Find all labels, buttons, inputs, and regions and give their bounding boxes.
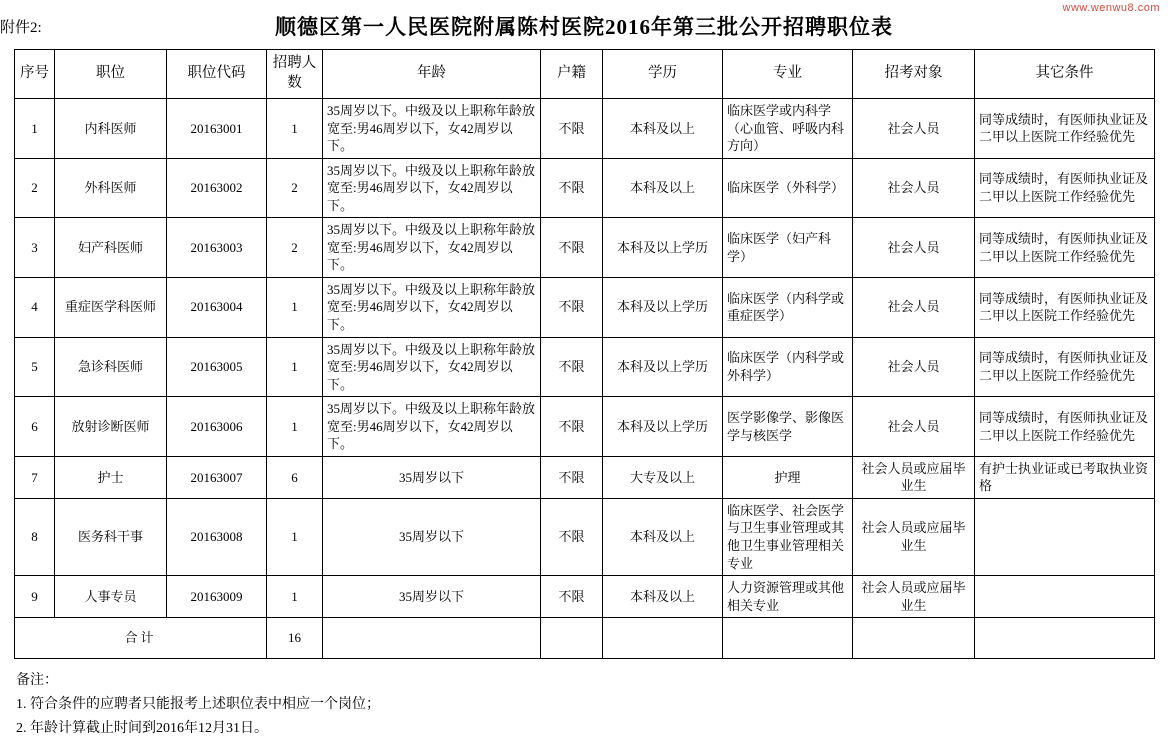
cell-education: 本科及以上 bbox=[603, 498, 723, 575]
cell-major: 医学影像学、影像医学与核医学 bbox=[723, 397, 853, 457]
cell-code: 20163008 bbox=[167, 498, 267, 575]
cell-target: 社会人员或应届毕业生 bbox=[853, 456, 975, 498]
cell-other bbox=[975, 498, 1155, 575]
notes-title: 备注： bbox=[16, 673, 58, 689]
cell-target: 社会人员 bbox=[853, 158, 975, 218]
cell-seq: 3 bbox=[15, 218, 55, 278]
cell-position: 医务科干事 bbox=[55, 498, 167, 575]
notes-item: 1. 符合条件的应聘者只能报考上述职位表中相应一个岗位； bbox=[16, 697, 380, 713]
cell-age: 35周岁以下 bbox=[323, 576, 541, 618]
cell-count: 1 bbox=[267, 277, 323, 337]
cell-position: 妇产科医师 bbox=[55, 218, 167, 278]
table-total-row bbox=[15, 618, 1155, 659]
cell-major: 临床医学（妇产科学） bbox=[723, 218, 853, 278]
cell-major: 临床医学（内科学或外科学） bbox=[723, 337, 853, 397]
header-age: 年龄 bbox=[323, 50, 541, 99]
cell-position: 放射诊断医师 bbox=[55, 397, 167, 457]
cell-seq: 6 bbox=[15, 397, 55, 457]
cell-age: 35周岁以下。中级及以上职称年龄放宽至:男46周岁以下，女42周岁以下。 bbox=[323, 337, 541, 397]
cell-major: 临床医学（外科学） bbox=[723, 158, 853, 218]
cell-code: 20163006 bbox=[167, 397, 267, 457]
cell-count: 2 bbox=[267, 158, 323, 218]
job-positions-table bbox=[14, 49, 1155, 659]
cell-age: 35周岁以下。中级及以上职称年龄放宽至:男46周岁以下，女42周岁以下。 bbox=[323, 397, 541, 457]
cell-other: 同等成绩时，有医师执业证及二甲以上医院工作经验优先 bbox=[975, 158, 1155, 218]
total-household-empty bbox=[541, 618, 603, 659]
cell-household: 不限 bbox=[541, 99, 603, 159]
cell-seq: 8 bbox=[15, 498, 55, 575]
cell-education: 本科及以上 bbox=[603, 158, 723, 218]
cell-education: 本科及以上学历 bbox=[603, 397, 723, 457]
table-row bbox=[15, 498, 1155, 575]
cell-target: 社会人员 bbox=[853, 218, 975, 278]
cell-household: 不限 bbox=[541, 158, 603, 218]
watermark-text: www.wenwu8.com bbox=[1062, 2, 1160, 14]
cell-household: 不限 bbox=[541, 218, 603, 278]
cell-age: 35周岁以下。中级及以上职称年龄放宽至:男46周岁以下，女42周岁以下。 bbox=[323, 218, 541, 278]
total-education-empty bbox=[603, 618, 723, 659]
header-code: 职位代码 bbox=[167, 50, 267, 99]
cell-code: 20163001 bbox=[167, 99, 267, 159]
cell-major: 临床医学、社会医学与卫生事业管理或其他卫生事业管理相关专业 bbox=[723, 498, 853, 575]
cell-position: 护士 bbox=[55, 456, 167, 498]
cell-household: 不限 bbox=[541, 576, 603, 618]
cell-other: 同等成绩时，有医师执业证及二甲以上医院工作经验优先 bbox=[975, 277, 1155, 337]
total-other-empty bbox=[975, 618, 1155, 659]
cell-count: 1 bbox=[267, 397, 323, 457]
cell-seq: 2 bbox=[15, 158, 55, 218]
cell-code: 20163003 bbox=[167, 218, 267, 278]
cell-count: 1 bbox=[267, 99, 323, 159]
cell-age: 35周岁以下。中级及以上职称年龄放宽至:男46周岁以下，女42周岁以下。 bbox=[323, 99, 541, 159]
cell-age: 35周岁以下。中级及以上职称年龄放宽至:男46周岁以下，女42周岁以下。 bbox=[323, 277, 541, 337]
header-household: 户籍 bbox=[541, 50, 603, 99]
cell-education: 本科及以上学历 bbox=[603, 337, 723, 397]
table-row bbox=[15, 456, 1155, 498]
cell-household: 不限 bbox=[541, 337, 603, 397]
notes-item: 2. 年龄计算截止时间到2016年12月31日。 bbox=[16, 720, 268, 736]
table-row bbox=[15, 337, 1155, 397]
cell-household: 不限 bbox=[541, 456, 603, 498]
cell-seq: 1 bbox=[15, 99, 55, 159]
cell-household: 不限 bbox=[541, 498, 603, 575]
cell-education: 大专及以上 bbox=[603, 456, 723, 498]
cell-position: 人事专员 bbox=[55, 576, 167, 618]
cell-household: 不限 bbox=[541, 277, 603, 337]
cell-other: 同等成绩时，有医师执业证及二甲以上医院工作经验优先 bbox=[975, 218, 1155, 278]
cell-seq: 7 bbox=[15, 456, 55, 498]
table-row bbox=[15, 576, 1155, 618]
cell-age: 35周岁以下 bbox=[323, 456, 541, 498]
cell-count: 2 bbox=[267, 218, 323, 278]
cell-code: 20163005 bbox=[167, 337, 267, 397]
cell-target: 社会人员 bbox=[853, 397, 975, 457]
cell-seq: 5 bbox=[15, 337, 55, 397]
cell-target: 社会人员 bbox=[853, 277, 975, 337]
cell-target: 社会人员或应届毕业生 bbox=[853, 498, 975, 575]
cell-code: 20163009 bbox=[167, 576, 267, 618]
total-target-empty bbox=[853, 618, 975, 659]
cell-education: 本科及以上学历 bbox=[603, 277, 723, 337]
table-body bbox=[15, 99, 1155, 659]
cell-other: 有护士执业证或已考取执业资格 bbox=[975, 456, 1155, 498]
cell-major: 临床医学（内科学或重症医学） bbox=[723, 277, 853, 337]
cell-position: 内科医师 bbox=[55, 99, 167, 159]
table-row bbox=[15, 99, 1155, 159]
cell-position: 急诊科医师 bbox=[55, 337, 167, 397]
cell-seq: 9 bbox=[15, 576, 55, 618]
cell-age: 35周岁以下 bbox=[323, 498, 541, 575]
header-seq: 序号 bbox=[15, 50, 55, 99]
cell-target: 社会人员或应届毕业生 bbox=[853, 576, 975, 618]
cell-household: 不限 bbox=[541, 397, 603, 457]
cell-education: 本科及以上学历 bbox=[603, 218, 723, 278]
cell-major: 人力资源管理或其他相关专业 bbox=[723, 576, 853, 618]
table-row bbox=[15, 158, 1155, 218]
cell-major: 临床医学或内科学（心血管、呼吸内科方向） bbox=[723, 99, 853, 159]
cell-count: 1 bbox=[267, 337, 323, 397]
total-count: 16 bbox=[267, 618, 323, 659]
total-age-empty bbox=[323, 618, 541, 659]
table-header-row bbox=[15, 50, 1155, 99]
header-other: 其它条件 bbox=[975, 50, 1155, 99]
page-title: 顺德区第一人民医院附属陈村医院2016年第三批公开招聘职位表 bbox=[275, 15, 893, 39]
total-major-empty bbox=[723, 618, 853, 659]
cell-education: 本科及以上 bbox=[603, 99, 723, 159]
cell-count: 1 bbox=[267, 576, 323, 618]
cell-other: 同等成绩时，有医师执业证及二甲以上医院工作经验优先 bbox=[975, 99, 1155, 159]
cell-education: 本科及以上 bbox=[603, 576, 723, 618]
cell-count: 6 bbox=[267, 456, 323, 498]
cell-other bbox=[975, 576, 1155, 618]
header-position: 职位 bbox=[55, 50, 167, 99]
attachment-label: 附件2: bbox=[0, 20, 42, 36]
header-major: 专业 bbox=[723, 50, 853, 99]
table-row bbox=[15, 397, 1155, 457]
cell-position: 外科医师 bbox=[55, 158, 167, 218]
cell-seq: 4 bbox=[15, 277, 55, 337]
cell-code: 20163004 bbox=[167, 277, 267, 337]
cell-position: 重症医学科医师 bbox=[55, 277, 167, 337]
cell-count: 1 bbox=[267, 498, 323, 575]
cell-target: 社会人员 bbox=[853, 99, 975, 159]
table-row bbox=[15, 218, 1155, 278]
cell-target: 社会人员 bbox=[853, 337, 975, 397]
cell-other: 同等成绩时，有医师执业证及二甲以上医院工作经验优先 bbox=[975, 397, 1155, 457]
header-education: 学历 bbox=[603, 50, 723, 99]
cell-age: 35周岁以下。中级及以上职称年龄放宽至:男46周岁以下，女42周岁以下。 bbox=[323, 158, 541, 218]
total-label: 合计 bbox=[15, 618, 267, 659]
cell-other: 同等成绩时，有医师执业证及二甲以上医院工作经验优先 bbox=[975, 337, 1155, 397]
header-count: 招聘人数 bbox=[267, 50, 323, 99]
cell-code: 20163007 bbox=[167, 456, 267, 498]
cell-major: 护理 bbox=[723, 456, 853, 498]
table-row bbox=[15, 277, 1155, 337]
header-target: 招考对象 bbox=[853, 50, 975, 99]
cell-code: 20163002 bbox=[167, 158, 267, 218]
notes-section bbox=[14, 669, 1154, 740]
